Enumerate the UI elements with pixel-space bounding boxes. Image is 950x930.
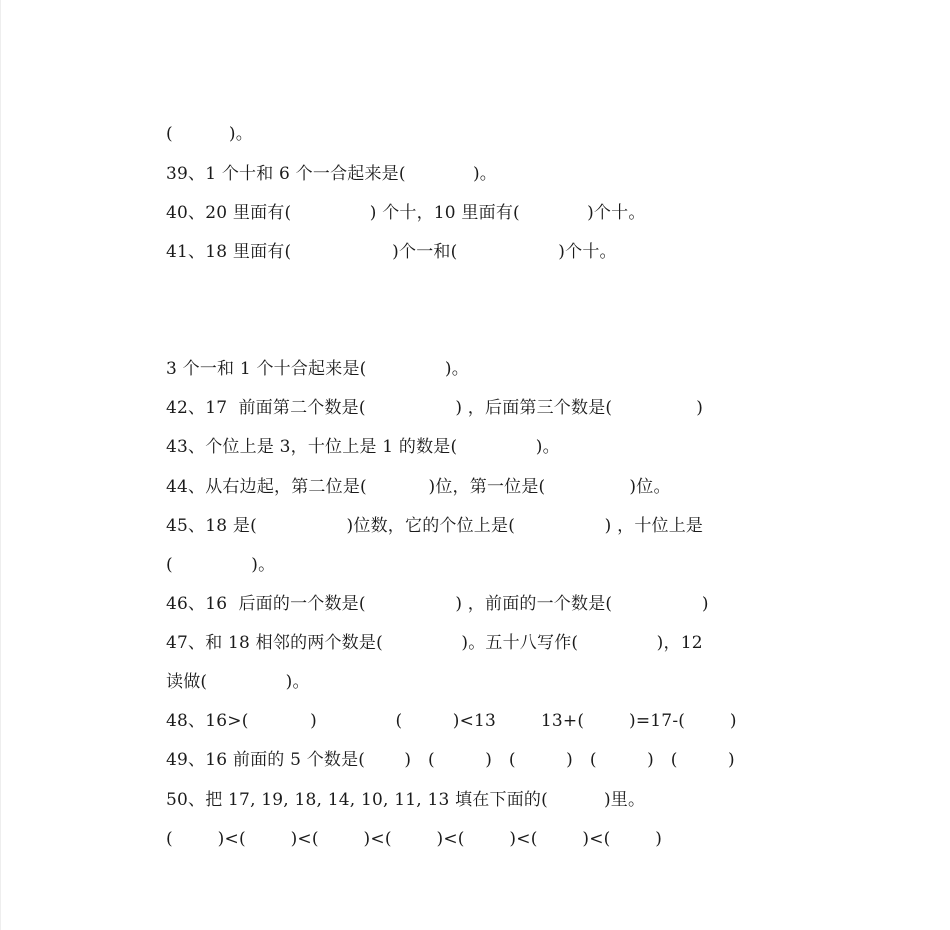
question-47: 47、和 18 相邻的两个数是( )。五十八写作( )，12: [166, 633, 703, 653]
question-48: 48、16>( ) ( )<13 13+( )=17-( ): [166, 711, 737, 731]
question-50-blanks: ( )<( )<( )<( )<( )<( )<( ): [166, 829, 663, 849]
question-45-continued: ( )。: [166, 555, 276, 575]
question-39: 39、1 个十和 6 个一合起来是( )。: [166, 164, 497, 184]
question-50: 50、把 17, 19, 18, 14, 10, 11, 13 填在下面的( )里。: [166, 790, 646, 810]
worksheet-line: 3 个一和 1 个十合起来是( )。: [166, 359, 469, 379]
worksheet-line: ( )。: [166, 124, 253, 144]
question-43: 43、个位上是 3，十位上是 1 的数是( )。: [166, 437, 560, 457]
question-40: 40、20 里面有( ) 个十，10 里面有( )个十。: [166, 203, 646, 223]
question-46: 46、16 后面的一个数是( ) ，前面的一个数是( ): [166, 594, 709, 614]
question-49: 49、16 前面的 5 个数是( ) ( ) ( ) ( ) ( ): [166, 750, 735, 770]
question-41: 41、18 里面有( )个一和( )个十。: [166, 242, 617, 262]
question-47-continued: 读做( )。: [166, 672, 310, 692]
question-45: 45、18 是( )位数，它的个位上是( ) ，十位上是: [166, 516, 704, 536]
question-42: 42、17 前面第二个数是( ) ，后面第三个数是( ): [166, 398, 704, 418]
question-44: 44、从右边起，第二位是( )位，第一位是( )位。: [166, 477, 671, 497]
